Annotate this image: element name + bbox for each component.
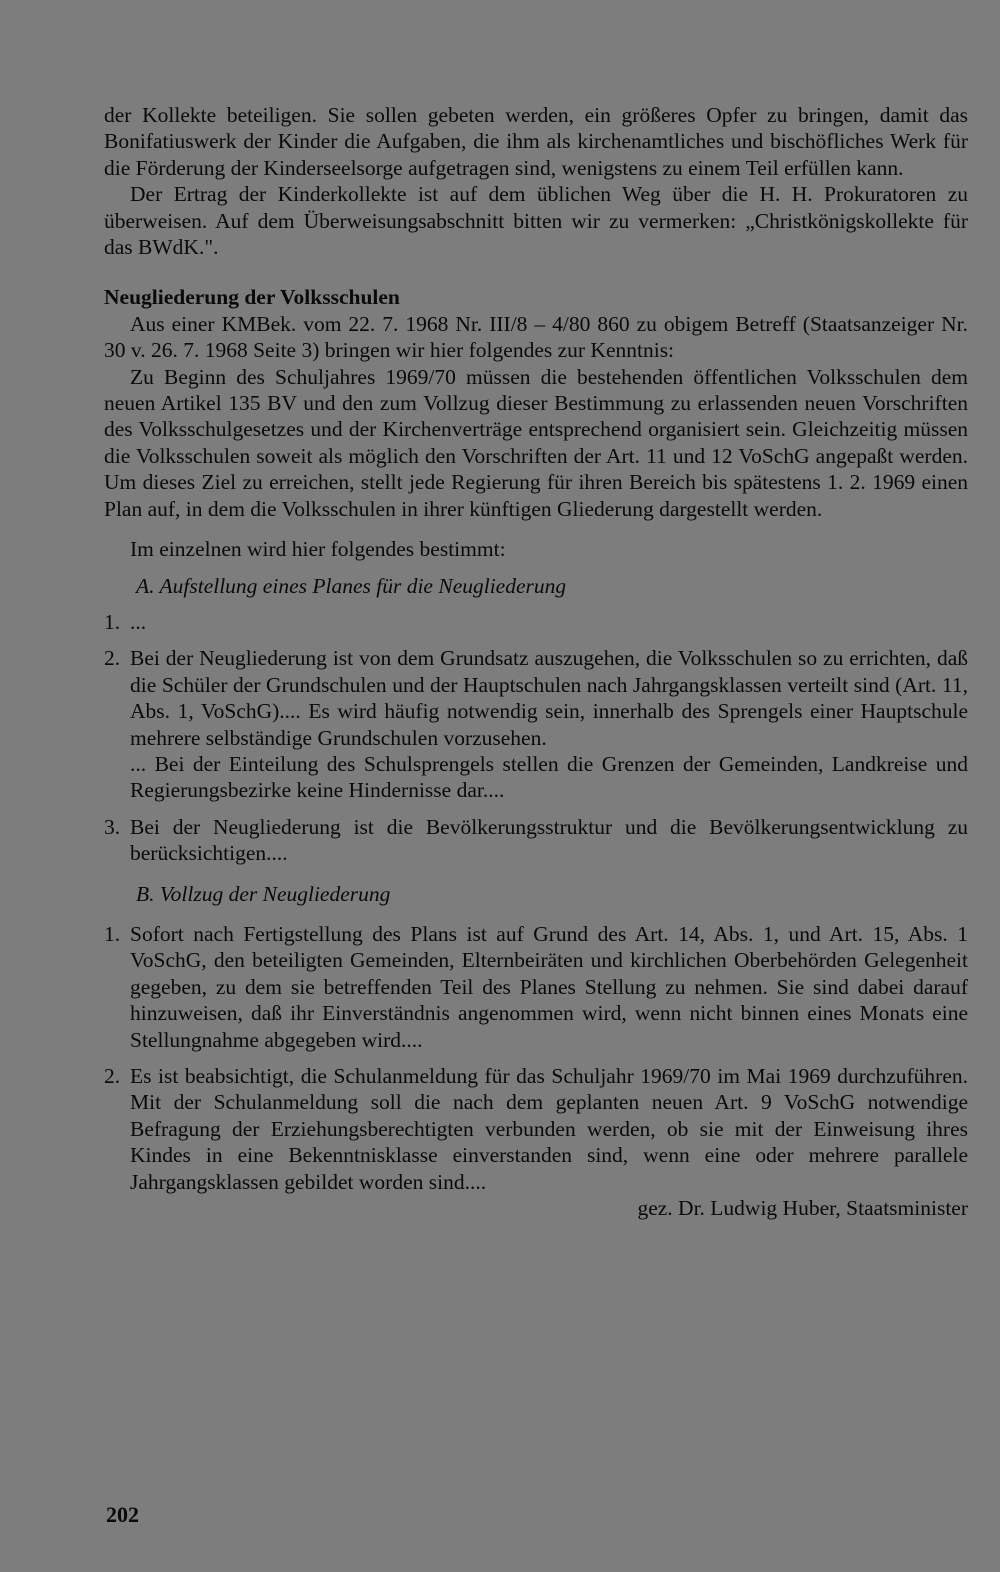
lead-sentence: Im einzelnen wird hier folgendes bestimmt: xyxy=(130,537,506,562)
part-a-title: A. Aufstellung eines Planes für die Neugliederung xyxy=(136,573,567,598)
item-number: 1. xyxy=(104,609,121,634)
section-intro: Aus einer KMBek. vom 22. 7. 1968 Nr. III/8 – 4/80 860 zu obigem Betreff (Staatsanzeiger Nr. 30 v. 26. 7. 1968 Seite 3) bringen wir hier folgendes zur Kenntnis: xyxy=(104,311,968,363)
intro-paragraph-2: Der Ertrag der Kinderkollekte ist auf dem üblichen Weg über die H. H. Prokuratoren zu überweisen. Auf dem Überweisungsabschnitt bitten wir zu vermerken: „Christkönigskollekte für das BWdK.". xyxy=(104,182,968,260)
signature: gez. Dr. Ludwig Huber, Staatsminister xyxy=(637,1196,968,1221)
item-text: Bei der Neugliederung ist die Bevölkerungsstruktur und die Bevölkerungsentwicklung zu berücksichtigen.... xyxy=(130,814,968,866)
part-b-title: B. Vollzug der Neugliederung xyxy=(136,881,391,906)
section-heading: Neugliederung der Volksschulen xyxy=(104,285,400,310)
part-a-item-2 xyxy=(104,645,968,803)
item-text: Es ist beabsichtigt, die Schulanmeldung für das Schuljahr 1969/70 im Mai 1969 durchzuführen. Mit der Schulanmeldung soll die nach dem geplanten neuen Art. 9 VoSchG notwendige Befragung der Erziehungsberechtigten verbunden werden, ob sie mit der Einweisung ihres Kindes in eine Bekenntnisklasse einverstanden sind, wenn eine oder mehrere parallele Jahrgangsklassen gebildet worden sind.... xyxy=(130,1064,968,1194)
part-b-item-2 xyxy=(104,1063,968,1195)
section-body: Zu Beginn des Schuljahres 1969/70 müssen die bestehenden öffentlichen Volksschulen dem neuen Artikel 135 BV und den zum Vollzug dieser Bestimmung zu erlassenden neuen Vorschriften des Volksschulgesetzes und der Kirchenverträge entsprechend organisiert sein. Gleichzeitig müssen die Volksschulen soweit als möglich den Vorschriften der Art. 11 und 12 VoSchG angepaßt werden. Um dieses Ziel zu erreichen, stellt jede Regierung für ihren Bereich bis spätestens 1. 2. 1969 einen Plan auf, in dem die Volksschulen in ihrer künftigen Gliederung dargestellt werden. xyxy=(104,364,968,521)
part-a-item-1 xyxy=(104,609,968,635)
part-a-item-3 xyxy=(104,814,968,867)
item-number: 1. xyxy=(104,921,121,946)
intro-paragraph-1: der Kollekte beteiligen. Sie sollen gebeten werden, ein größeres Opfer zu bringen, damit das Bonifatiuswerk der Kinder die Aufgaben, die ihm als kirchenamtliches und bischöfliches Werk für die Förderung der Kinderseelsorge aufgetragen sind, wenigstens zu einem Teil erfüllen kann. xyxy=(104,103,968,180)
item-number: 2. xyxy=(104,646,121,671)
item-number: 3. xyxy=(104,814,121,839)
item-number: 2. xyxy=(104,1064,121,1088)
part-b-item-1 xyxy=(104,921,968,1053)
item-text: ... Bei der Einteilung des Schulsprengels stellen die Grenzen der Gemeinden, Landkreise und Regierungsbezirke keine Hindernisse dar.... xyxy=(130,751,968,803)
page-number: 202 xyxy=(106,1502,139,1527)
item-text: ... xyxy=(130,609,147,634)
page-content xyxy=(104,102,968,1221)
item-text: Bei der Neugliederung ist von dem Grundsatz auszugehen, die Volksschulen so zu errichten, daß die Schüler der Grundschulen und der Hauptschulen nach Jahrgangsklassen verteilt sind (Art. 11, Abs. 1, VoSchG).... Es wird häufig notwendig sein, innerhalb des Sprengels einer Hauptschule mehrere selbständige Grundschulen vorzusehen. xyxy=(130,646,968,750)
item-text: Sofort nach Fertigstellung des Plans ist auf Grund des Art. 14, Abs. 1, und Art. 15, Abs. 1 VoSchG, den beteiligten Gemeinden, Elternbeiräten und kirchlichen Oberbehörden Gelegenheit gegeben, zu dem sie betreffenden Teil des Planes Stellung zu nehmen. Sie sind dabei darauf hinzuweisen, daß ihr Einverständnis angenommen wird, wenn nicht binnen eines Monats eine Stellungnahme abgegeben wird.... xyxy=(130,921,968,1052)
